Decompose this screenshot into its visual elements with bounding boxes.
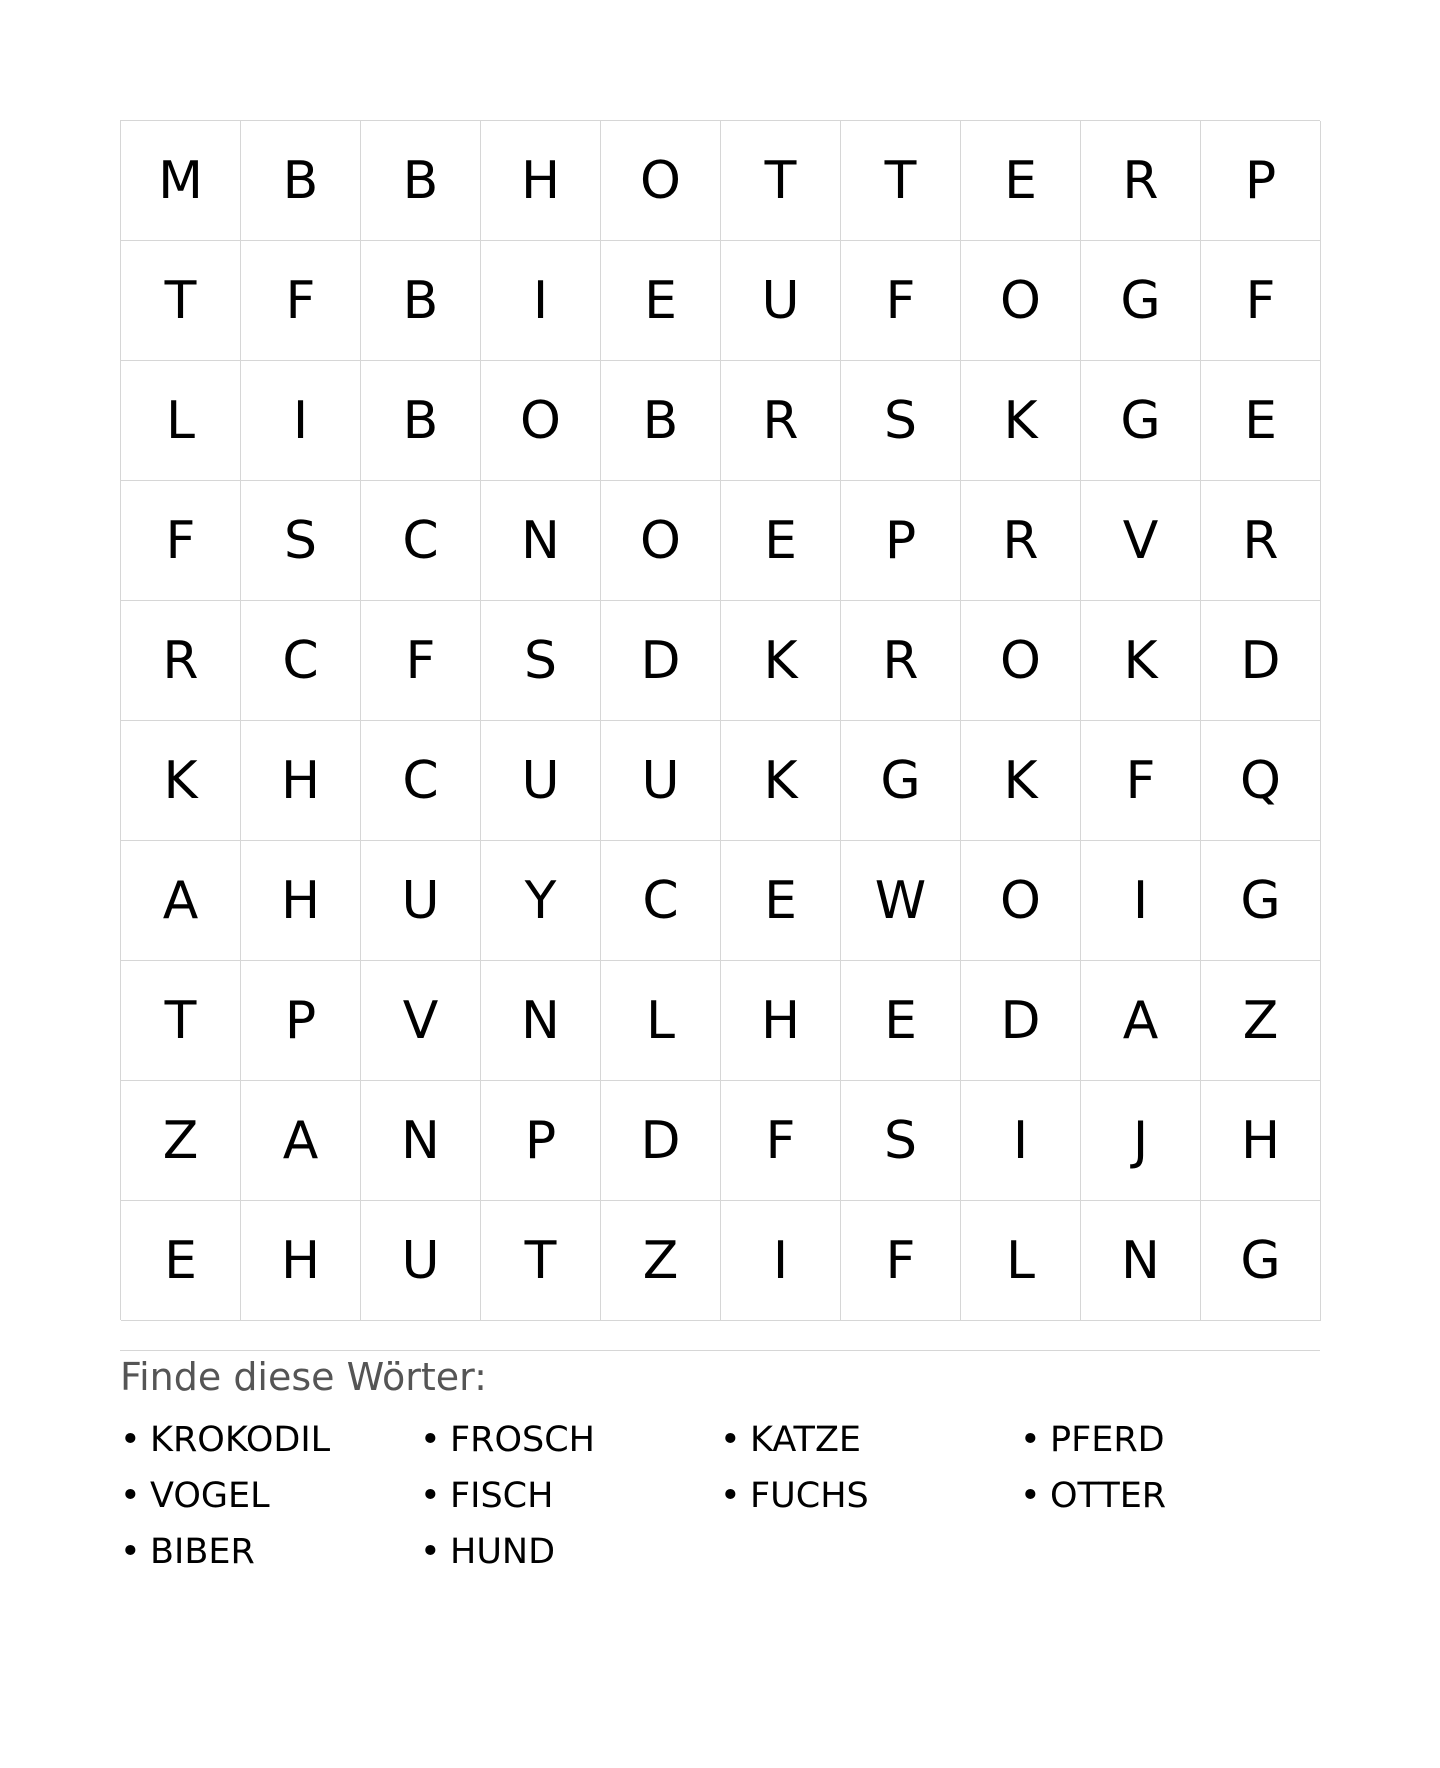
grid-cell[interactable]: N (481, 961, 601, 1081)
grid-cell[interactable]: D (601, 601, 721, 721)
grid-cell[interactable]: O (961, 601, 1081, 721)
bullet-icon: • (720, 1420, 741, 1460)
word-label: KATZE (750, 1420, 862, 1460)
word-label: VOGEL (150, 1476, 270, 1516)
grid-cell[interactable]: U (601, 721, 721, 841)
word-label: FROSCH (450, 1420, 595, 1460)
grid-cell[interactable]: H (1201, 1081, 1321, 1201)
word-label: FISCH (450, 1476, 554, 1516)
word-list-item (720, 1412, 1020, 1468)
grid-cell[interactable]: F (721, 1081, 841, 1201)
grid-cell[interactable]: R (961, 481, 1081, 601)
grid-cell[interactable]: O (601, 121, 721, 241)
grid-cell[interactable]: O (961, 241, 1081, 361)
grid-cell[interactable]: K (961, 361, 1081, 481)
grid-cell[interactable]: O (601, 481, 721, 601)
grid-cell[interactable]: I (961, 1081, 1081, 1201)
bullet-icon: • (1020, 1420, 1041, 1460)
grid-cell[interactable]: H (241, 1201, 361, 1321)
grid-cell[interactable]: G (1081, 361, 1201, 481)
grid-cell[interactable]: E (121, 1201, 241, 1321)
bullet-icon: • (120, 1532, 141, 1572)
grid-cell[interactable]: F (841, 1201, 961, 1321)
grid-cell[interactable]: S (841, 361, 961, 481)
grid-cell[interactable]: T (841, 121, 961, 241)
grid-cell[interactable]: S (241, 481, 361, 601)
grid-cell[interactable]: A (1081, 961, 1201, 1081)
letter-grid (120, 120, 1320, 1320)
grid-cell[interactable]: I (1081, 841, 1201, 961)
grid-cell[interactable]: R (721, 361, 841, 481)
grid-cell[interactable]: B (241, 121, 361, 241)
grid-cell[interactable]: O (961, 841, 1081, 961)
grid-cell[interactable]: D (601, 1081, 721, 1201)
bullet-icon: • (120, 1420, 141, 1460)
grid-cell[interactable]: W (841, 841, 961, 961)
grid-cell[interactable]: E (601, 241, 721, 361)
bullet-icon: • (1020, 1476, 1041, 1516)
grid-cell[interactable]: K (121, 721, 241, 841)
grid-cell[interactable]: F (241, 241, 361, 361)
divider (120, 1350, 1320, 1351)
word-list-item (120, 1468, 420, 1524)
grid-cell[interactable]: D (961, 961, 1081, 1081)
grid-cell[interactable]: Z (601, 1201, 721, 1321)
grid-cell[interactable]: L (121, 361, 241, 481)
grid-cell[interactable]: T (121, 961, 241, 1081)
grid-cell[interactable]: R (1201, 481, 1321, 601)
grid-cell[interactable]: T (121, 241, 241, 361)
bullet-icon: • (720, 1476, 741, 1516)
grid-cell[interactable]: T (481, 1201, 601, 1321)
grid-cell[interactable]: H (241, 841, 361, 961)
grid-cell[interactable]: A (241, 1081, 361, 1201)
word-label: HUND (450, 1532, 556, 1572)
grid-cell[interactable]: Z (121, 1081, 241, 1201)
grid-cell[interactable]: H (241, 721, 361, 841)
word-list-item (120, 1412, 420, 1468)
word-list-item (420, 1524, 720, 1580)
word-list-item (420, 1412, 720, 1468)
grid-cell[interactable]: U (481, 721, 601, 841)
bullet-icon: • (420, 1476, 441, 1516)
grid-cell[interactable]: F (1201, 241, 1321, 361)
word-list-title: Finde diese Wörter: (120, 1355, 487, 1399)
grid-cell[interactable]: L (601, 961, 721, 1081)
grid-cell[interactable]: K (721, 601, 841, 721)
grid-cell[interactable]: E (1201, 361, 1321, 481)
grid-cell[interactable]: L (961, 1201, 1081, 1321)
grid-cell[interactable]: S (481, 601, 601, 721)
grid-cell[interactable]: F (1081, 721, 1201, 841)
grid-cell[interactable]: P (841, 481, 961, 601)
grid-cell[interactable]: I (241, 361, 361, 481)
grid-cell[interactable]: G (1081, 241, 1201, 361)
grid-cell[interactable]: B (601, 361, 721, 481)
grid-cell[interactable]: H (481, 121, 601, 241)
word-label: OTTER (1050, 1476, 1167, 1516)
word-list-item (720, 1468, 1020, 1524)
grid-cell[interactable]: E (721, 481, 841, 601)
grid-cell[interactable]: F (121, 481, 241, 601)
word-list-item (420, 1468, 720, 1524)
grid-cell[interactable]: F (361, 601, 481, 721)
word-label: PFERD (1050, 1420, 1165, 1460)
grid-cell[interactable]: C (361, 721, 481, 841)
grid-cell[interactable]: B (361, 361, 481, 481)
grid-cell[interactable]: V (1081, 481, 1201, 601)
grid-cell[interactable]: R (121, 601, 241, 721)
word-list (120, 1412, 1320, 1580)
grid-cell[interactable]: P (241, 961, 361, 1081)
grid-cell[interactable]: C (361, 481, 481, 601)
grid-cell[interactable]: D (1201, 601, 1321, 721)
grid-cell[interactable]: A (121, 841, 241, 961)
grid-cell[interactable]: G (1201, 1201, 1321, 1321)
grid-cell[interactable]: U (721, 241, 841, 361)
grid-cell[interactable]: G (1201, 841, 1321, 961)
grid-cell[interactable]: M (121, 121, 241, 241)
grid-cell[interactable]: E (961, 121, 1081, 241)
word-list-item (1020, 1468, 1320, 1524)
bullet-icon: • (120, 1476, 141, 1516)
grid-cell[interactable]: Y (481, 841, 601, 961)
grid-cell[interactable]: B (361, 241, 481, 361)
grid-cell[interactable]: G (841, 721, 961, 841)
grid-cell[interactable]: R (841, 601, 961, 721)
grid-cell[interactable]: V (361, 961, 481, 1081)
grid-cell[interactable]: N (481, 481, 601, 601)
grid-cell[interactable]: Z (1201, 961, 1321, 1081)
grid-cell[interactable]: I (481, 241, 601, 361)
grid-cell[interactable]: K (1081, 601, 1201, 721)
grid-cell[interactable]: C (241, 601, 361, 721)
grid-cell[interactable]: E (721, 841, 841, 961)
grid-cell[interactable]: I (721, 1201, 841, 1321)
word-label: KROKODIL (150, 1420, 331, 1460)
grid-cell[interactable]: C (601, 841, 721, 961)
grid-cell[interactable]: E (841, 961, 961, 1081)
bullet-icon: • (420, 1532, 441, 1572)
grid-cell[interactable]: P (1201, 121, 1321, 241)
grid-cell[interactable]: B (361, 121, 481, 241)
word-list-item (1020, 1412, 1320, 1468)
grid-cell[interactable]: Q (1201, 721, 1321, 841)
word-label: FUCHS (750, 1476, 869, 1516)
bullet-icon: • (420, 1420, 441, 1460)
grid-cell[interactable]: U (361, 841, 481, 961)
grid-cell[interactable]: N (1081, 1201, 1201, 1321)
grid-cell[interactable]: O (481, 361, 601, 481)
grid-cell[interactable]: K (721, 721, 841, 841)
grid-cell[interactable]: F (841, 241, 961, 361)
grid-cell[interactable]: R (1081, 121, 1201, 241)
word-label: BIBER (150, 1532, 255, 1572)
grid-cell[interactable]: N (361, 1081, 481, 1201)
grid-cell[interactable]: H (721, 961, 841, 1081)
grid-cell[interactable]: T (721, 121, 841, 241)
grid-cell[interactable]: U (361, 1201, 481, 1321)
word-list-item (120, 1524, 420, 1580)
grid-cell[interactable]: J (1081, 1081, 1201, 1201)
grid-cell[interactable]: S (841, 1081, 961, 1201)
grid-cell[interactable]: K (961, 721, 1081, 841)
grid-cell[interactable]: P (481, 1081, 601, 1201)
